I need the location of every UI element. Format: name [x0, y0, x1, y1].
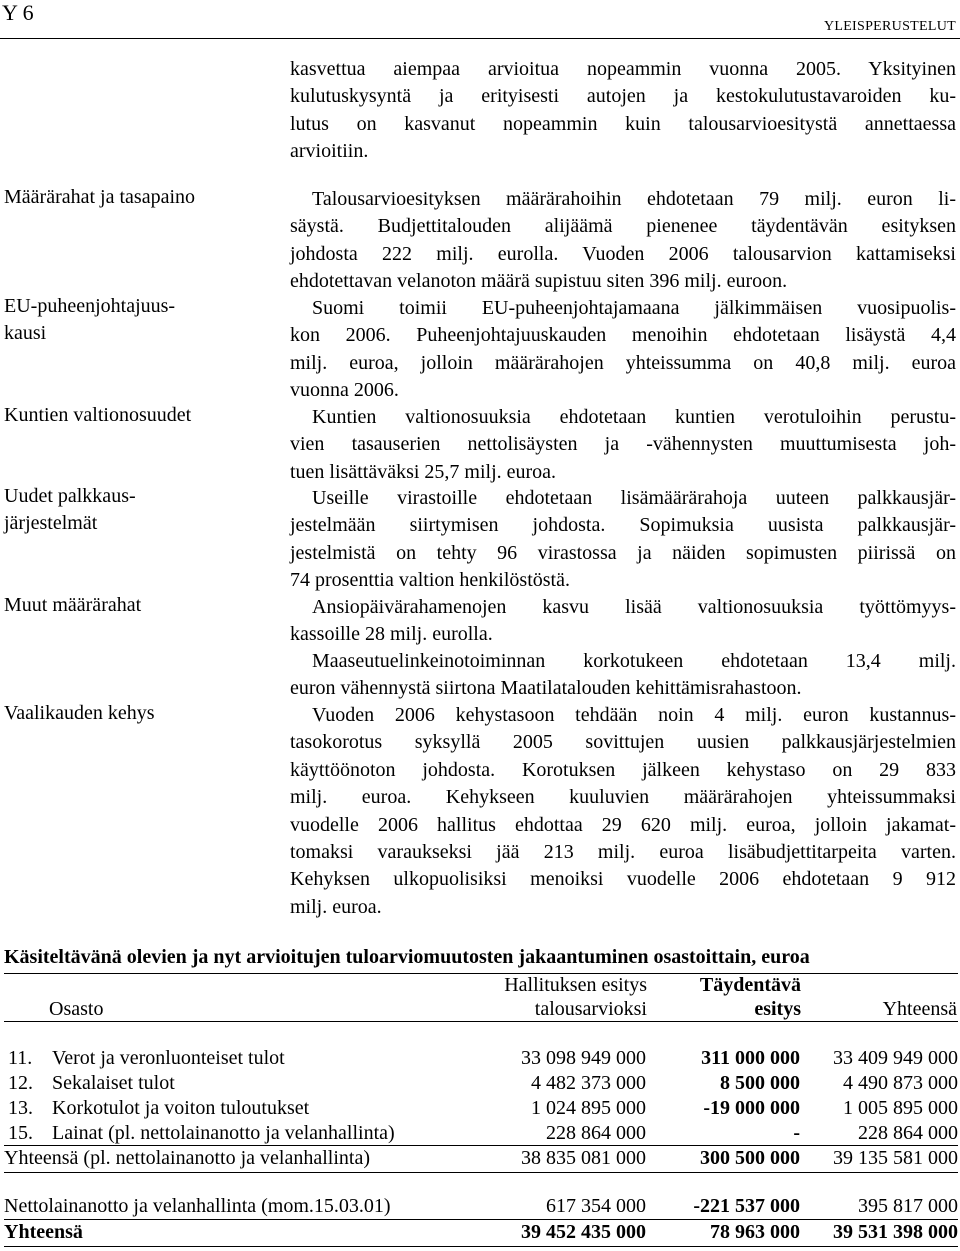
row-value-supplementary: 311 000 000 [701, 1047, 800, 1069]
margin-heading [4, 184, 284, 211]
paragraph-line: Talousarvioesityksen määrärahoihin ehdotetaan 79 milj. euron li- [312, 188, 956, 210]
borrowing-value-supplementary: -221 537 000 [693, 1195, 800, 1217]
header-col2-line2: esitys [754, 998, 801, 1020]
row-value-total: 4 490 873 000 [843, 1072, 958, 1094]
paragraph-line: käyttöönoton johdosta. Korotuksen jälkeen kehystaso on 29 833 [290, 758, 956, 781]
borrowing-label: Nettolainanotto ja velanhallinta (mom.15.03.01) [4, 1195, 391, 1217]
row-number: 15. [8, 1122, 33, 1144]
row-number: 13. [8, 1097, 33, 1119]
paragraph-line: kasvettua aiempaa arvioitua nopeammin vuonna 2005. Yksityinen [290, 58, 956, 80]
paragraph-line: jestelmään siirtymisen johdosta. Sopimuksia uusista palkkausjär- [290, 514, 956, 537]
margin-heading [4, 700, 284, 727]
paragraph-line: kon 2006. Puheenjohtajuuskauden menoihin ehdotetaan lisäystä 4,4 [290, 324, 956, 347]
paragraph-line: Kuntien valtionosuuksia ehdotetaan kuntien verotuloihin perustu- [312, 406, 956, 428]
row-number: 11. [8, 1047, 33, 1069]
borrowing-value-total: 395 817 000 [858, 1195, 958, 1217]
paragraph [290, 485, 956, 595]
table-row-total [4, 1220, 958, 1245]
paragraph-line: vien tasauserien nettolisäysten ja -vähennysten muuttumisesta joh- [290, 433, 956, 456]
total-label: Yhteensä [4, 1221, 83, 1243]
borrowing-value-budget: 617 354 000 [546, 1195, 646, 1217]
paragraph-line: arvioitiin. [290, 140, 369, 163]
subtotal-value-supplementary: 300 500 000 [700, 1147, 800, 1169]
table-header-rule [4, 1021, 958, 1022]
row-number: 12. [8, 1072, 33, 1094]
total-value-total: 39 531 398 000 [833, 1221, 958, 1243]
table-row [4, 1071, 958, 1096]
paragraph-line: säystä. Budjettitalouden alijäämä pienenee täydentävän esityksen [290, 215, 956, 238]
row-label: Sekalaiset tulot [52, 1072, 175, 1094]
margin-heading-line: Vaalikauden kehys [4, 702, 155, 724]
margin-heading-line: Määrärahat ja tasapaino [4, 186, 196, 208]
margin-heading-line: Kuntien valtionosuudet [4, 404, 192, 426]
paragraph-line: Kehyksen ulkopuolisiksi menoiksi vuodelle 2006 ehdotetaan 9 912 [290, 868, 956, 891]
margin-heading-line: järjestelmät [4, 512, 98, 534]
paragraph-line: vuodelle 2006 hallitus ehdottaa 29 620 milj. euroa, jolloin jakamat- [290, 813, 956, 836]
paragraph-line: milj. euroa. [290, 895, 382, 918]
page-id: Y 6 [2, 0, 34, 25]
row-value-budget: 228 864 000 [546, 1122, 646, 1144]
margin-heading [4, 592, 284, 619]
paragraph-line: Suomi toimii EU-puheenjohtajamaana jälkimmäisen vuosipuolis- [312, 297, 956, 319]
row-label: Korkotulot ja voiton tuloutukset [52, 1097, 310, 1119]
paragraph-line: tasokorotus syksyllä 2005 sovittujen uusien palkkausjärjestelmien [290, 731, 956, 754]
paragraph-line: jestelmistä on tehty 96 virastossa ja näiden sopimusten piirissä on [290, 541, 956, 564]
row-value-supplementary: -19 000 000 [703, 1097, 800, 1119]
header-col2-line1: Täydentävä [699, 974, 801, 996]
paragraph-line: johdosta 222 milj. eurolla. Vuoden 2006 talousarvion kattamiseksi [290, 242, 956, 265]
paragraph [290, 56, 956, 166]
table-row [4, 1046, 958, 1071]
paragraph [290, 594, 956, 649]
margin-heading-line: EU-puheenjohtajuus- [4, 295, 176, 317]
paragraph-line: milj. euroa. Kehykseen kuuluvien määrärahojen yhteissummaksi [290, 786, 956, 809]
row-value-total: 228 864 000 [858, 1122, 958, 1144]
paragraph-line: milj. euroa, jolloin määrärahojen yhteissumma on 40,8 milj. euroa [290, 351, 956, 374]
paragraph-line: Maaseutuelinkeinotoiminnan korkotukeen ehdotetaan 13,4 milj. [312, 650, 956, 672]
table-title: Käsiteltävänä olevien ja nyt arvioitujen tuloarviomuutosten jakaantuminen osastoittain, euroa [4, 946, 810, 968]
paragraph-line: Vuoden 2006 kehystasoon tehdään noin 4 milj. euron kustannus- [312, 704, 956, 726]
total-value-supplementary: 78 963 000 [710, 1221, 800, 1243]
margin-heading [4, 402, 284, 429]
row-value-budget: 33 098 949 000 [521, 1047, 646, 1069]
paragraph-line: lutus on kasvanut nopeammin kuin talousarvioesitystä annettaessa [290, 112, 956, 135]
margin-heading-line: Uudet palkkaus- [4, 485, 136, 507]
header-col3: Yhteensä [882, 998, 957, 1020]
table-row-subtotal [4, 1146, 958, 1171]
row-value-total: 33 409 949 000 [833, 1047, 958, 1069]
paragraph-line: Useille virastoille ehdotetaan lisämäärärahoja uuteen palkkausjär- [312, 487, 956, 509]
row-value-supplementary: - [793, 1122, 800, 1144]
paragraph [290, 295, 956, 405]
paragraph-line: tomaksi varaukseksi jää 213 milj. euroa lisäbudjettitarpeita varten. [290, 841, 956, 864]
header-col1-line1: Hallituksen esitys [504, 974, 647, 996]
table-row-borrowing [4, 1194, 958, 1219]
paragraph [290, 648, 956, 703]
paragraph-line: euron vähennystä siirtona Maatilatalouden kehittämisrahastoon. [290, 677, 802, 700]
paragraph-line: kassoille 28 milj. eurolla. [290, 623, 493, 646]
paragraph [290, 186, 956, 296]
margin-heading-line: Muut määrärahat [4, 594, 142, 616]
row-label: Verot ja veronluonteiset tulot [52, 1047, 285, 1069]
paragraph [290, 702, 956, 921]
paragraph-line: 74 prosenttia valtion henkilöstöstä. [290, 569, 570, 592]
section-header: YLEISPERUSTELUT [823, 19, 956, 34]
row-value-budget: 4 482 373 000 [531, 1072, 646, 1094]
header-osasto: Osasto [49, 998, 104, 1020]
total-value-budget: 39 452 435 000 [521, 1221, 646, 1243]
row-value-supplementary: 8 500 000 [720, 1072, 800, 1094]
paragraph-line: kulutuskysyntä ja erityisesti autojen ja kestokulutustavaroiden ku- [290, 85, 956, 108]
paragraph-line: vuonna 2006. [290, 379, 399, 402]
paragraph [290, 404, 956, 486]
row-label: Lainat (pl. nettolainanotto ja velanhallinta) [52, 1122, 395, 1144]
row-value-total: 1 005 895 000 [843, 1097, 958, 1119]
subtotal-bottom-rule [4, 1172, 958, 1173]
subtotal-value-budget: 38 835 081 000 [521, 1147, 646, 1169]
table-row [4, 1096, 958, 1121]
margin-heading-line: kausi [4, 322, 47, 344]
subtotal-label: Yhteensä (pl. nettolainanotto ja velanhallinta) [4, 1147, 370, 1169]
row-value-budget: 1 024 895 000 [531, 1097, 646, 1119]
table-rule [4, 973, 958, 974]
header-col1-line2: talousarvioksi [534, 998, 647, 1020]
table-end-rule [4, 1246, 958, 1247]
margin-heading [4, 293, 284, 347]
paragraph-line: Ansiopäivärahamenojen kasvu lisää valtionosuuksia työttömyys- [312, 596, 956, 618]
paragraph-line: ehdotettavan velanoton määrä supistuu siten 396 milj. euroon. [290, 270, 788, 293]
table-row [4, 1121, 958, 1146]
paragraph-line: tuen lisättäväksi 25,7 milj. euroa. [290, 460, 557, 483]
header-rule [0, 38, 960, 39]
margin-heading [4, 483, 284, 537]
subtotal-value-total: 39 135 581 000 [833, 1147, 958, 1169]
